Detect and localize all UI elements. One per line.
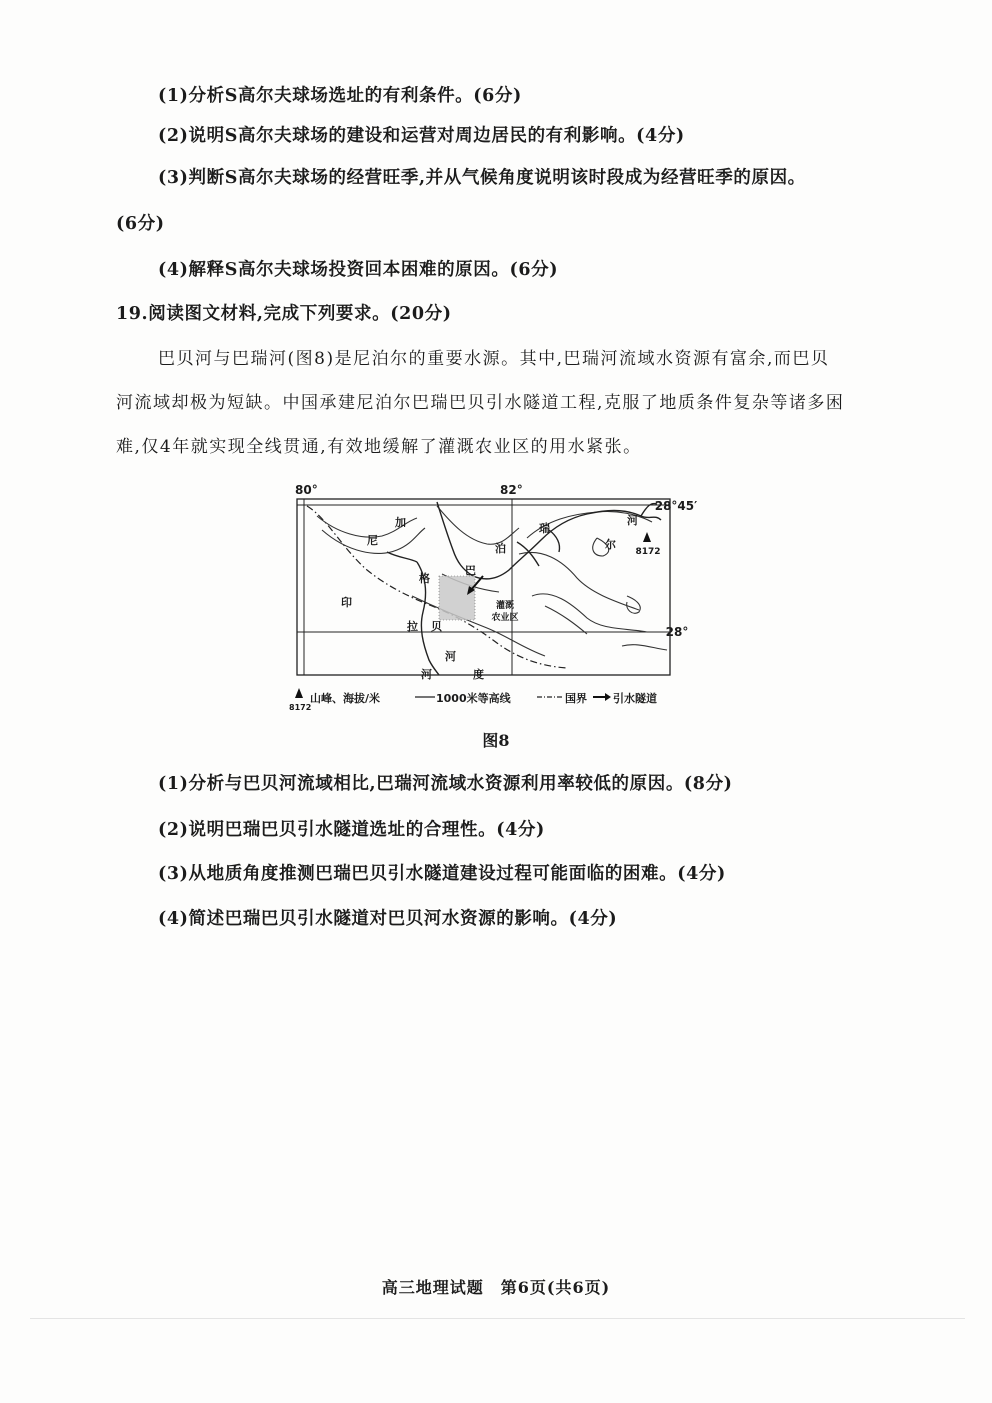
legend-peak-value: 8172 <box>289 703 312 712</box>
river-tributary-west <box>387 552 417 562</box>
label-he-babai: 河 <box>421 668 432 681</box>
rivers <box>387 502 661 675</box>
legend-tunnel-arrowhead <box>605 693 611 701</box>
q19-passage-line-2: 河流域却极为短缺。中国承建尼泊尔巴瑞巴贝引水隧道工程,克服了地质条件复杂等诸多困 <box>116 393 845 413</box>
label-po: 泊 <box>495 542 506 555</box>
q18-part-3-score: (6分) <box>116 214 165 234</box>
irrigation-area <box>439 576 475 620</box>
label-rui: 瑞 <box>539 522 550 535</box>
q19-passage-line-1: 巴贝河与巴瑞河(图8)是尼泊尔的重要水源。其中,巴瑞河流域水资源有富余,而巴贝 <box>158 349 830 369</box>
national-border <box>307 506 567 668</box>
legend-tunnel: 引水隧道 <box>613 692 657 705</box>
label-yin: 印 <box>341 596 352 609</box>
legend-peak: 山峰、海拔/米 <box>310 692 381 705</box>
page-footer: 高三地理试题 第6页(共6页) <box>381 1278 611 1297</box>
label-ni: 尼 <box>367 534 378 547</box>
q19-part-1: (1)分析与巴贝河流域相比,巴瑞河流域水资源利用率较低的原因。(8分) <box>158 774 733 794</box>
q19-part-4: (4)简述巴瑞巴贝引水隧道对巴贝河水资源的影响。(4分) <box>158 909 618 929</box>
lat-label-2845: 28°45′ <box>654 499 698 513</box>
lat-label-28: 28° <box>665 625 689 639</box>
place-labels <box>341 513 638 681</box>
q19-passage-line-3: 难,仅4年就实现全线贯通,有效地缓解了灌溉农业区的用水紧张。 <box>116 437 642 457</box>
q19-part-3: (3)从地质角度推测巴瑞巴贝引水隧道建设过程可能面临的困难。(4分) <box>158 864 726 884</box>
legend-peak-icon <box>295 688 303 698</box>
map-svg <box>287 478 698 714</box>
q19-part-2: (2)说明巴瑞巴贝引水隧道选址的合理性。(4分) <box>158 820 545 840</box>
peak-icon <box>643 532 651 542</box>
label-he-lower: 河 <box>445 650 456 663</box>
peak-elevation: 8172 <box>635 547 661 557</box>
map-legend <box>289 688 657 712</box>
lon-label-80: 80° <box>295 483 318 497</box>
q18-part-3: (3)判断S高尔夫球场的经营旺季,并从气候角度说明该时段成为经营旺季的原因。 <box>158 168 806 188</box>
label-bei: 贝 <box>431 620 442 633</box>
legend-contour: 1000米等高线 <box>436 692 511 705</box>
legend-border: 国界 <box>565 692 587 705</box>
label-jia: 加 <box>395 516 406 529</box>
q18-part-1: (1)分析S高尔夫球场选址的有利条件。(6分) <box>158 86 522 106</box>
q19-title: 19.阅读图文材料,完成下列要求。(20分) <box>116 304 452 324</box>
label-ge: 格 <box>419 572 430 585</box>
river-tributary-east-2 <box>549 530 560 552</box>
label-er: 尔 <box>605 538 616 551</box>
figure-8-map <box>287 478 698 714</box>
label-la: 拉 <box>407 620 418 633</box>
lon-label-82: 82° <box>500 483 523 497</box>
irrigation-label-2: 农业区 <box>491 613 519 623</box>
irrigation-label-1: 灌溉 <box>495 601 515 611</box>
contour-lines <box>317 506 667 656</box>
q18-part-2: (2)说明S高尔夫球场的建设和运营对周边居民的有利影响。(4分) <box>158 126 685 146</box>
label-du: 度 <box>473 668 484 681</box>
map-frame <box>297 499 670 675</box>
label-ba: 巴 <box>465 564 476 577</box>
bottom-rule <box>30 1318 965 1319</box>
figure-caption: 图8 <box>482 731 510 750</box>
q18-part-4: (4)解释S高尔夫球场投资回本困难的原因。(6分) <box>158 260 559 280</box>
label-he-bheri: 河 <box>627 514 638 527</box>
